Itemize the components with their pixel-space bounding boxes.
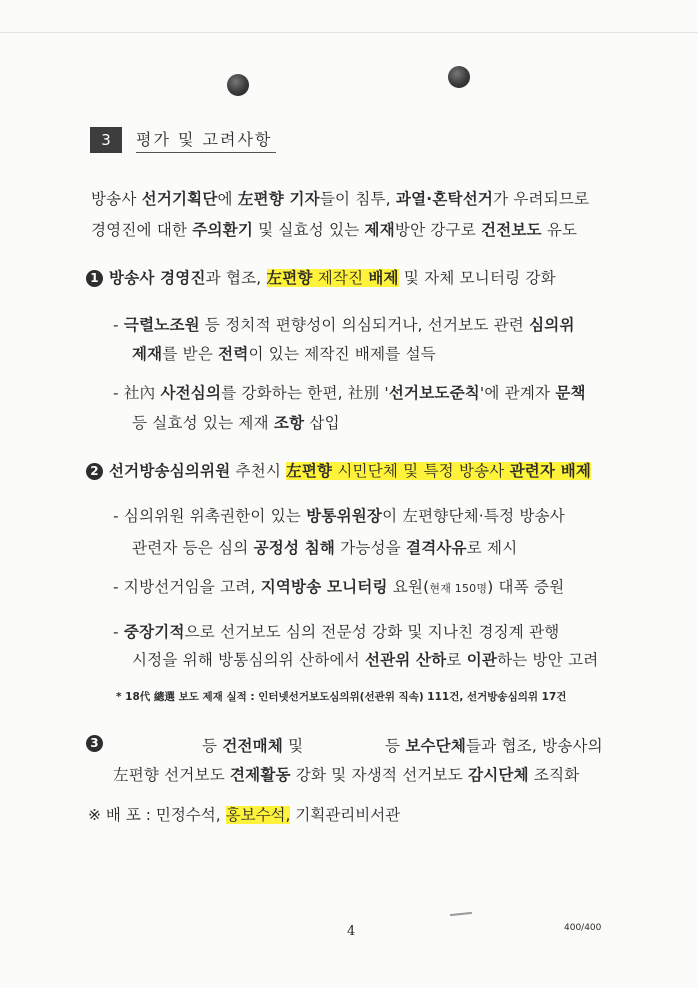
emphasis-text: 제재 <box>364 221 395 239</box>
emphasis-text: 이관 <box>466 651 498 669</box>
item-3-line <box>202 734 303 756</box>
text-segment: 및 실효성 있는 <box>253 221 365 239</box>
section-number: 3 <box>90 127 122 153</box>
text-segment: 를 받은 <box>162 345 219 363</box>
text-segment: 이 左편향단체·특정 방송사 <box>382 507 565 525</box>
text-segment: 시정을 위해 방통심의위 산하에서 <box>132 651 365 669</box>
punch-hole <box>448 66 470 88</box>
distribution-line: ※ 배 포 : 민정수석, 홍보수석, 기획관리비서관 <box>88 806 401 824</box>
emphasis-text: 과열·혼탁선거 <box>395 190 494 208</box>
highlighted-text: 左편향 <box>286 462 333 480</box>
highlighted-text: 시민단체 및 특정 방송사 <box>332 462 510 480</box>
text-segment: - 심의위원 위촉권한이 있는 <box>113 507 307 525</box>
text-segment: 등 실효성 있는 제재 <box>132 414 274 432</box>
text-segment: 左편향 선거보도 <box>113 766 230 784</box>
item-number-icon: 3 <box>86 735 103 752</box>
emphasis-text: 견제활동 <box>230 766 291 784</box>
emphasis-text: 주의환기 <box>192 221 253 239</box>
text-segment: - 社內 <box>113 384 161 402</box>
text-segment: 가능성을 <box>335 539 407 557</box>
highlighted-text: 배제 <box>368 269 399 287</box>
text-segment: 과 협조, <box>205 269 267 287</box>
text-segment: 들이 침투, <box>319 190 396 208</box>
emphasis-text: 극렬노조원 <box>123 316 200 334</box>
item-heading <box>86 266 556 288</box>
emphasis-text: 심의위 <box>529 316 575 334</box>
text-segment: 삽입 <box>304 414 340 432</box>
text-segment: 를 강화하는 한편, 社別 ' <box>221 384 389 402</box>
punch-hole <box>227 74 249 96</box>
pen-mark <box>450 912 472 916</box>
emphasis-text: 방통위원장 <box>306 507 383 525</box>
emphasis-text: 선관위 산하 <box>364 651 447 669</box>
sub-item-line <box>113 620 559 642</box>
text-segment: 에 <box>217 190 238 208</box>
page-count: 400/400 <box>564 923 602 933</box>
text-segment: 로 <box>446 651 467 669</box>
emphasis-text: 조항 <box>273 414 305 432</box>
text-segment: 하는 방안 고려 <box>497 651 599 669</box>
emphasis-text: 지역방송 모니터링 <box>260 578 388 596</box>
sub-item-line <box>113 504 565 526</box>
text-segment: 으로 선거보도 심의 전문성 강화 및 지나친 경징계 관행 <box>184 623 560 641</box>
emphasis-text: 공정성 침해 <box>253 539 336 557</box>
page-number: 4 <box>347 924 356 939</box>
text-segment: 가 우려되므로 <box>493 190 590 208</box>
text-segment: 로 제시 <box>466 539 518 557</box>
emphasis-text: 문책 <box>555 384 586 402</box>
emphasis-text: 선거기획단 <box>141 190 218 208</box>
section-title: 평가 및 고려사항 <box>136 127 276 153</box>
text-segment: 강화 및 자생적 선거보도 <box>290 766 469 784</box>
text-segment: ) 대폭 증원 <box>487 578 565 596</box>
text-segment: 등 <box>202 737 223 755</box>
sub-item-line <box>113 381 586 403</box>
text-segment: 등 정치적 편향성이 의심되거나, 선거보도 관련 <box>199 316 530 334</box>
text-segment: - <box>113 623 124 641</box>
item-3-line <box>113 763 579 785</box>
sub-item-line <box>132 342 436 364</box>
highlighted-text: 관련자 배제 <box>509 462 592 480</box>
text-segment: 현재 150명 <box>429 582 488 595</box>
emphasis-text: 방송사 경영진 <box>109 269 206 287</box>
page-edge <box>0 32 698 33</box>
emphasis-text: 결격사유 <box>406 539 467 557</box>
emphasis-text: 사전심의 <box>160 384 222 402</box>
emphasis-text: 제재 <box>132 345 163 363</box>
emphasis-text: 중장기적 <box>123 623 185 641</box>
text-segment: 및 <box>283 737 304 755</box>
text-segment: '에 관계자 <box>479 384 556 402</box>
emphasis-text: 左편향 기자 <box>237 190 320 208</box>
emphasis-text: 건전보도 <box>481 221 542 239</box>
sub-item-line <box>113 313 575 335</box>
text-segment: 등 <box>385 737 406 755</box>
item-3-line <box>385 734 603 756</box>
sub-item-line <box>132 648 598 670</box>
text-segment: 이 있는 제작진 배제를 설득 <box>248 345 436 363</box>
emphasis-text: 감시단체 <box>468 766 529 784</box>
intro-line <box>91 218 577 240</box>
text-segment: 경영진에 대한 <box>91 221 193 239</box>
text-segment: 방안 강구로 <box>394 221 482 239</box>
highlighted-text: 제작진 <box>312 269 369 287</box>
section-header <box>90 125 276 155</box>
item-number-icon: 1 <box>86 270 103 287</box>
text-segment: 추천시 <box>230 462 287 480</box>
item-number-icon: 2 <box>86 463 103 480</box>
text-segment: 조직화 <box>528 766 580 784</box>
text-segment: 및 자체 모니터링 강화 <box>398 269 556 287</box>
distribution-highlight: 홍보수석, <box>225 806 291 824</box>
item-heading <box>86 459 591 481</box>
intro-line <box>91 187 589 209</box>
sub-item-line <box>132 411 340 433</box>
text-segment: 유도 <box>541 221 578 239</box>
text-segment: 방송사 <box>91 190 142 208</box>
emphasis-text: 선거방송심의위원 <box>109 462 231 480</box>
text-segment: - <box>113 316 124 334</box>
sub-item-line <box>113 575 564 597</box>
sub-item-line <box>132 536 517 558</box>
emphasis-text: 보수단체 <box>405 737 467 755</box>
emphasis-text: 건전매체 <box>222 737 284 755</box>
emphasis-text: 전력 <box>218 345 249 363</box>
footnote: * 18代 總選 보도 제재 실적 : 인터넷선거보도심의위(선관위 직속) 111건, 선거방송심의위 17건 <box>116 691 567 703</box>
highlighted-text: 左편향 <box>266 269 313 287</box>
text-segment: 요원( <box>387 578 430 596</box>
item-3-marker <box>86 734 109 752</box>
text-segment: 들과 협조, 방송사의 <box>466 737 603 755</box>
emphasis-text: 선거보도준칙 <box>388 384 480 402</box>
text-segment: - 지방선거임을 고려, <box>113 578 261 596</box>
text-segment: 관련자 등은 심의 <box>132 539 254 557</box>
